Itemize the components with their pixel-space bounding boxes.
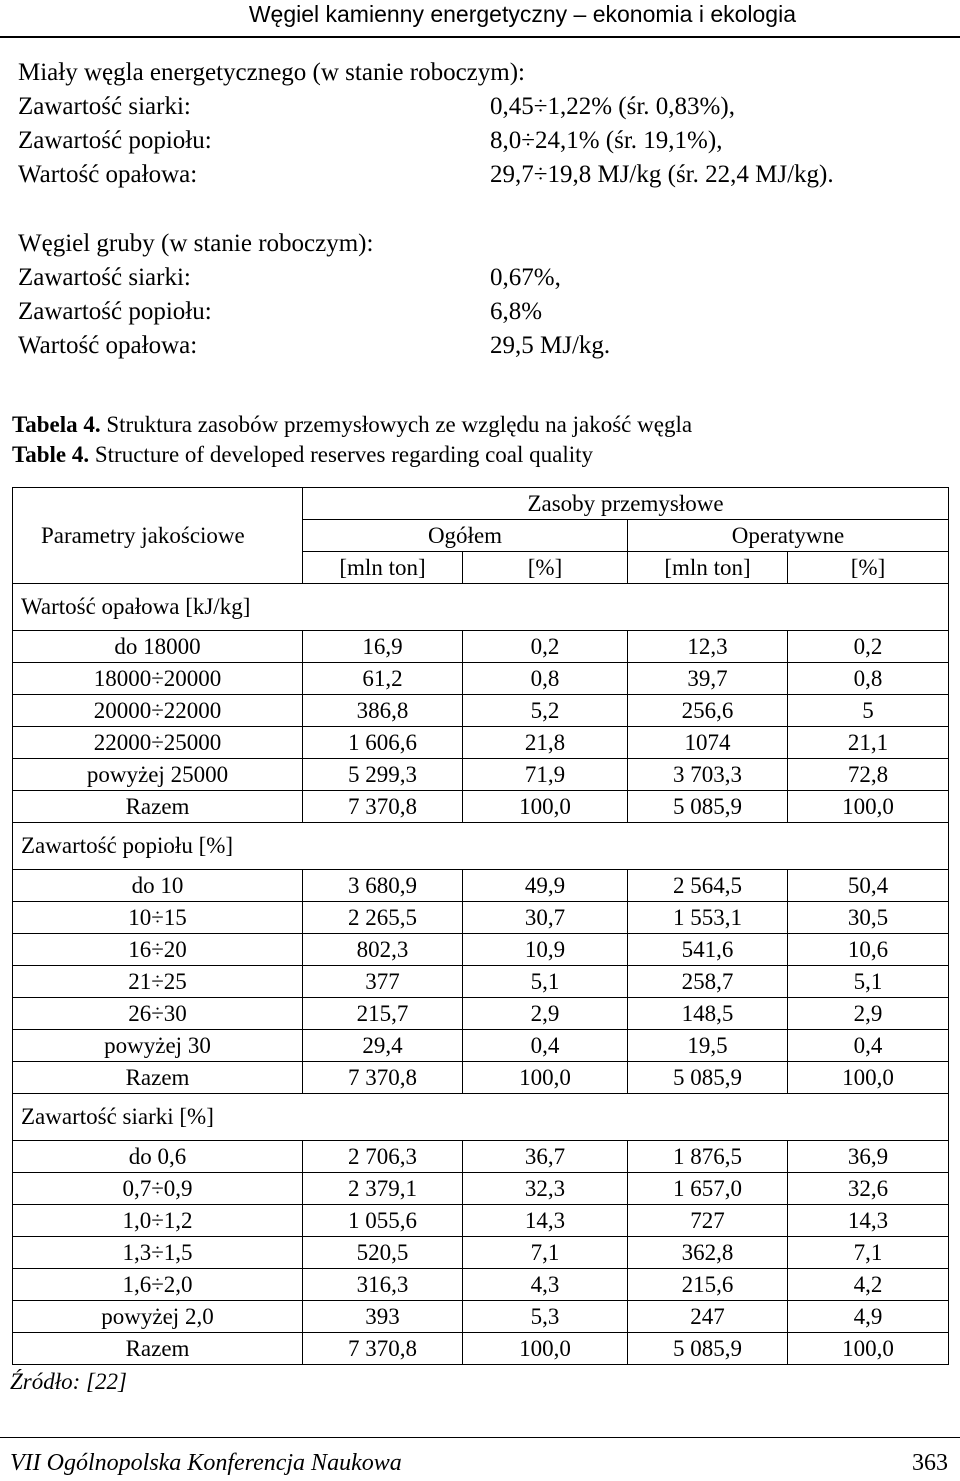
value-cell: 5,2 <box>463 695 628 727</box>
row-label-cell: powyżej 25000 <box>13 759 303 791</box>
table-caption-pl <box>12 410 692 440</box>
value-cell: 4,9 <box>788 1301 949 1333</box>
value-cell: 100,0 <box>788 1062 949 1094</box>
value-cell: 0,2 <box>463 631 628 663</box>
value-cell: 10,9 <box>463 934 628 966</box>
table-body <box>13 584 949 1365</box>
value-cell: 377 <box>303 966 463 998</box>
value-cell: 0,8 <box>463 663 628 695</box>
table-caption-en-text: Structure of developed reserves regarding coal quality <box>89 442 594 467</box>
section-row <box>13 1094 949 1141</box>
value-cell: 1 606,6 <box>303 727 463 759</box>
table-row <box>13 902 949 934</box>
section-title: Zawartość popiołu [%] <box>13 823 949 870</box>
section-row <box>13 823 949 870</box>
table-row <box>13 1205 949 1237</box>
value-cell: 316,3 <box>303 1269 463 1301</box>
fines-value: 0,45÷1,22% (śr. 0,83%), <box>490 93 735 120</box>
fines-row <box>18 124 723 158</box>
total-header: Ogółem <box>303 520 628 552</box>
value-cell: 0,4 <box>788 1030 949 1062</box>
row-label-cell: Razem <box>13 1333 303 1365</box>
value-cell: 247 <box>628 1301 788 1333</box>
value-cell: 1 876,5 <box>628 1141 788 1173</box>
param-header: Parametry jakościowe <box>13 488 303 584</box>
coarse-value: 6,8% <box>490 298 543 325</box>
fines-label: Zawartość popiołu: <box>18 127 212 154</box>
value-cell: 0,8 <box>788 663 949 695</box>
value-cell: 2 379,1 <box>303 1173 463 1205</box>
value-cell: 4,3 <box>463 1269 628 1301</box>
row-label-cell: powyżej 2,0 <box>13 1301 303 1333</box>
value-cell: 100,0 <box>463 791 628 823</box>
table-caption-pl-label: Tabela 4. <box>12 412 101 437</box>
value-cell: 14,3 <box>788 1205 949 1237</box>
table-row <box>13 1141 949 1173</box>
unit-header: [mln ton] <box>628 552 788 584</box>
value-cell: 541,6 <box>628 934 788 966</box>
value-cell: 5 299,3 <box>303 759 463 791</box>
value-cell: 36,9 <box>788 1141 949 1173</box>
value-cell: 5,1 <box>788 966 949 998</box>
value-cell: 72,8 <box>788 759 949 791</box>
value-cell: 4,2 <box>788 1269 949 1301</box>
section-row <box>13 584 949 631</box>
row-label-cell: Razem <box>13 791 303 823</box>
unit-header: [mln ton] <box>303 552 463 584</box>
value-cell: 32,6 <box>788 1173 949 1205</box>
table-row <box>13 934 949 966</box>
value-cell: 3 703,3 <box>628 759 788 791</box>
unit-header: [%] <box>788 552 949 584</box>
table-row <box>13 1301 949 1333</box>
value-cell: 1 657,0 <box>628 1173 788 1205</box>
table-row <box>13 1062 949 1094</box>
value-cell: 7,1 <box>788 1237 949 1269</box>
value-cell: 727 <box>628 1205 788 1237</box>
table-row <box>13 998 949 1030</box>
value-cell: 12,3 <box>628 631 788 663</box>
table-row <box>13 791 949 823</box>
source-note: Źródło: [22] <box>10 1369 127 1394</box>
value-cell: 215,7 <box>303 998 463 1030</box>
row-label-cell: do 10 <box>13 870 303 902</box>
value-cell: 520,5 <box>303 1237 463 1269</box>
value-cell: 30,7 <box>463 902 628 934</box>
fines-value: 8,0÷24,1% (śr. 19,1%), <box>490 127 723 154</box>
fines-label: Wartość opałowa: <box>18 161 198 188</box>
table-row <box>13 1237 949 1269</box>
reserves-table <box>12 487 949 1365</box>
value-cell: 21,8 <box>463 727 628 759</box>
value-cell: 2 265,5 <box>303 902 463 934</box>
value-cell: 386,8 <box>303 695 463 727</box>
value-cell: 5,3 <box>463 1301 628 1333</box>
oper-header: Operatywne <box>628 520 949 552</box>
value-cell: 29,4 <box>303 1030 463 1062</box>
footer-conference: VII Ogólnopolska Konferencja Naukowa <box>10 1450 402 1476</box>
row-label-cell: do 18000 <box>13 631 303 663</box>
value-cell: 0,2 <box>788 631 949 663</box>
value-cell: 256,6 <box>628 695 788 727</box>
value-cell: 10,6 <box>788 934 949 966</box>
value-cell: 7 370,8 <box>303 1333 463 1365</box>
row-label-cell: 20000÷22000 <box>13 695 303 727</box>
value-cell: 100,0 <box>463 1062 628 1094</box>
coarse-label: Zawartość siarki: <box>18 264 191 291</box>
footer-divider <box>0 1437 960 1438</box>
value-cell: 100,0 <box>788 791 949 823</box>
value-cell: 258,7 <box>628 966 788 998</box>
value-cell: 7,1 <box>463 1237 628 1269</box>
row-label-cell: 1,3÷1,5 <box>13 1237 303 1269</box>
table-row <box>13 1173 949 1205</box>
value-cell: 100,0 <box>788 1333 949 1365</box>
value-cell: 100,0 <box>463 1333 628 1365</box>
value-cell: 50,4 <box>788 870 949 902</box>
running-header <box>0 0 960 38</box>
section-title: Wartość opałowa [kJ/kg] <box>13 584 949 631</box>
fines-label: Zawartość siarki: <box>18 93 191 120</box>
row-label-cell: powyżej 30 <box>13 1030 303 1062</box>
header-row <box>13 488 949 520</box>
value-cell: 1074 <box>628 727 788 759</box>
table-row <box>13 870 949 902</box>
value-cell: 2 706,3 <box>303 1141 463 1173</box>
value-cell: 14,3 <box>463 1205 628 1237</box>
running-header-title: Węgiel kamienny energetyczny – ekonomia i ekologia <box>248 1 796 27</box>
value-cell: 5 085,9 <box>628 1333 788 1365</box>
coarse-row <box>18 295 543 329</box>
coarse-value: 29,5 MJ/kg. <box>490 332 611 359</box>
value-cell: 5 085,9 <box>628 791 788 823</box>
row-label-cell: 1,0÷1,2 <box>13 1205 303 1237</box>
value-cell: 61,2 <box>303 663 463 695</box>
coarse-row <box>18 261 561 295</box>
value-cell: 7 370,8 <box>303 791 463 823</box>
value-cell: 393 <box>303 1301 463 1333</box>
fines-row <box>18 90 735 124</box>
value-cell: 0,4 <box>463 1030 628 1062</box>
fines-block <box>18 56 834 192</box>
value-cell: 30,5 <box>788 902 949 934</box>
table-row <box>13 695 949 727</box>
value-cell: 5,1 <box>463 966 628 998</box>
value-cell: 2,9 <box>788 998 949 1030</box>
fines-value: 29,7÷19,8 MJ/kg (śr. 22,4 MJ/kg). <box>490 161 834 188</box>
value-cell: 32,3 <box>463 1173 628 1205</box>
value-cell: 1 553,1 <box>628 902 788 934</box>
table-caption-en-label: Table 4. <box>12 442 90 467</box>
coarse-label: Zawartość popiołu: <box>18 298 212 325</box>
value-cell: 16,9 <box>303 631 463 663</box>
row-label-cell: do 0,6 <box>13 1141 303 1173</box>
unit-header: [%] <box>463 552 628 584</box>
table-row <box>13 727 949 759</box>
table-row <box>13 1333 949 1365</box>
value-cell: 3 680,9 <box>303 870 463 902</box>
value-cell: 71,9 <box>463 759 628 791</box>
coarse-row <box>18 329 611 363</box>
row-label-cell: 0,7÷0,9 <box>13 1173 303 1205</box>
value-cell: 148,5 <box>628 998 788 1030</box>
value-cell: 2 564,5 <box>628 870 788 902</box>
table-caption-pl-text: Struktura zasobów przemysłowych ze względu na jakość węgla <box>100 412 693 437</box>
row-label-cell: Razem <box>13 1062 303 1094</box>
value-cell: 362,8 <box>628 1237 788 1269</box>
table-row <box>13 966 949 998</box>
coarse-label: Wartość opałowa: <box>18 332 198 359</box>
table-row <box>13 759 949 791</box>
section-title: Zawartość siarki [%] <box>13 1094 949 1141</box>
value-cell: 7 370,8 <box>303 1062 463 1094</box>
value-cell: 19,5 <box>628 1030 788 1062</box>
value-cell: 39,7 <box>628 663 788 695</box>
row-label-cell: 26÷30 <box>13 998 303 1030</box>
table-row <box>13 1269 949 1301</box>
value-cell: 49,9 <box>463 870 628 902</box>
table-row <box>13 1030 949 1062</box>
table-row <box>13 663 949 695</box>
value-cell: 21,1 <box>788 727 949 759</box>
row-label-cell: 21÷25 <box>13 966 303 998</box>
value-cell: 215,6 <box>628 1269 788 1301</box>
value-cell: 5 <box>788 695 949 727</box>
value-cell: 1 055,6 <box>303 1205 463 1237</box>
fines-title: Miały węgla energetycznego (w stanie roboczym): <box>18 59 525 86</box>
row-label-cell: 10÷15 <box>13 902 303 934</box>
page-number: 363 <box>912 1450 948 1476</box>
value-cell: 2,9 <box>463 998 628 1030</box>
coarse-title: Węgiel gruby (w stanie roboczym): <box>18 230 374 257</box>
table-caption-en <box>12 440 593 470</box>
table-row <box>13 631 949 663</box>
coarse-block <box>18 227 611 363</box>
row-label-cell: 16÷20 <box>13 934 303 966</box>
row-label-cell: 1,6÷2,0 <box>13 1269 303 1301</box>
coarse-value: 0,67%, <box>490 264 561 291</box>
value-cell: 36,7 <box>463 1141 628 1173</box>
group-header: Zasoby przemysłowe <box>303 488 949 520</box>
row-label-cell: 22000÷25000 <box>13 727 303 759</box>
fines-row <box>18 158 834 192</box>
value-cell: 802,3 <box>303 934 463 966</box>
value-cell: 5 085,9 <box>628 1062 788 1094</box>
row-label-cell: 18000÷20000 <box>13 663 303 695</box>
